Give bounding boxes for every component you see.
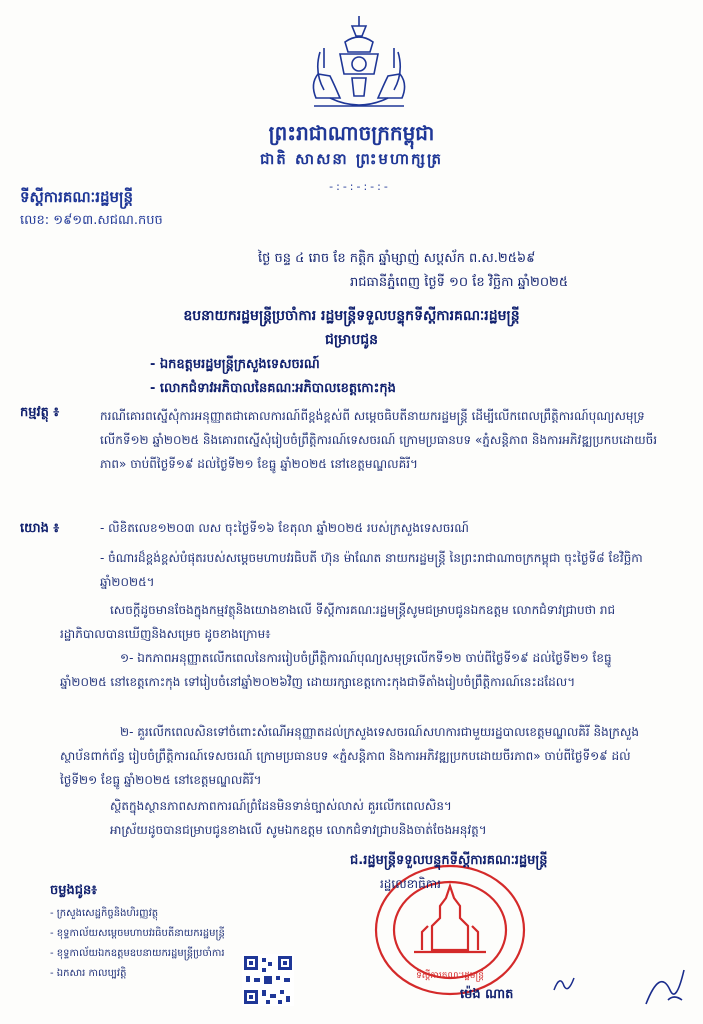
copy-to-item: - ខុទ្ទកាល័យសម្តេចមហាបវរធិបតីនាយករដ្ឋមន្ត្រី [50, 928, 225, 939]
body-paragraph: ១- ឯកភាពអនុញ្ញាតលើកពេលនៃការរៀបចំព្រឹត្តិការណ៍បុណ្យសមុទ្រលើកទី១២ ចាប់ពីថ្ងៃទី១៩ ដល់ថ្ងៃទី២១ ខែធ្នូ ឆ្នាំ២០២៥ នៅខេត្តកោះកុង ទៅរៀបចំនៅឆ្នាំ២០២៦វិញ ដោយរក្សាខេត្តកោះកុងជាទីតាំងរៀបចំព្រឹត្តិការណ៍នេះដដែល។ [60, 651, 612, 689]
closing-paragraph: អាស្រ័យដូចបានជម្រាបជូនខាងលើ សូមឯកឧត្តម លោកជំទាវជ្រាបនិងចាត់ចែងអនុវត្ត។ [110, 823, 487, 837]
lunar-date: ថ្ងៃ ចន្ទ ៤ រោច ខែ កត្តិក ឆ្នាំម្សាញ់ សប្តស័ក ព.ស.២៥៦៩ [258, 251, 536, 266]
initial-signature-icon [552, 972, 576, 996]
subject-label: កម្មវត្ថុ ៖ [20, 405, 60, 420]
copy-to-label: ចម្លងជូន៖ [50, 883, 97, 898]
reference-label: យោង ៖ [20, 521, 60, 536]
solar-date: រាជធានីភ្នំពេញ ថ្ងៃទី ១០ ខែ វិច្ឆិកា ឆ្នាំ២០២៥ [350, 275, 569, 290]
copy-to-item: - ឯកសារ កាលប្បវត្តិ [50, 968, 127, 979]
subject-text: ករណីគោរពស្នើសុំការអនុញ្ញាតជាគោលការណ៍ពីខ្ពង់ខ្ពស់ពី សម្តេចធិបតីនាយករដ្ឋមន្ត្រី ដើម្បីលើកពេលព្រឹត្តិការណ៍បុណ្យសមុទ្រលើកទី១២ ឆ្នាំ២០២៥ និងគោរពស្នើសុំរៀបចំព្រឹត្តិការណ៍ទេសចរណ៍ ក្រោមប្រធានបទ «ភ្នំសន្តិភាព និងការអភិវឌ្ឍប្រកបដោយចីរភាព» ចាប់ពីថ្ងៃទី១៩ ដល់ថ្ងៃទី២១ ខែធ្នូ ឆ្នាំ២០២៥ នៅខេត្តមណ្ឌលគិរី។ [100, 409, 658, 471]
signatory-subtitle: រដ្ឋលេខាធិការ [380, 877, 441, 891]
body-paragraph: សេចក្តីដូចមានចែងក្នុងកម្មវត្ថុនិងយោងខាងលើ ទីស្តីការគណៈរដ្ឋមន្ត្រីសូមជម្រាបជូនឯកឧត្តម លោកជំទាវជ្រាបថា រាជរដ្ឋាភិបាលបានឃើញនិងសម្រេច ដូចខាងក្រោម៖ [60, 603, 616, 641]
office-name: ទីស្តីការគណៈរដ្ឋមន្ត្រី [20, 188, 134, 206]
handwritten-mark-icon [640, 960, 690, 1010]
stamp-text: ទីស្តីការគណៈរដ្ឋមន្ត្រី [416, 971, 484, 981]
copy-to-list [50, 904, 225, 984]
copy-to-item: - ខុទ្ទកាល័យឯកឧត្តមឧបនាយករដ្ឋមន្ត្រីប្រចាំការ [50, 948, 225, 959]
copy-to-item: - ក្រសួងសេដ្ឋកិច្ចនិងហិរញ្ញវត្ថុ [50, 908, 159, 919]
national-motto: ជាតិ សាសនា ព្រះមហាក្សត្រ [260, 150, 443, 168]
royal-emblem-icon [300, 12, 418, 120]
reference-number: លេខ: ១៩១៣.សជណ.កបច [20, 213, 163, 228]
signatory-name: ម៉េង ណាត [460, 987, 514, 1002]
signatory-title: ជ.រដ្ឋមន្ត្រីទទួលបន្ទុកទីស្តីការគណៈរដ្ឋមន្ត្រី [350, 853, 548, 868]
recipient-line: - ឯកឧត្តមរដ្ឋមន្ត្រីក្រសួងទេសចរណ៍ [150, 357, 320, 372]
letter-title: ឧបនាយករដ្ឋមន្ត្រីប្រចាំការ រដ្ឋមន្ត្រីទទួលបន្ទុកទីស្តីការគណៈរដ្ឋមន្ត្រី [183, 308, 520, 324]
body-paragraph: ស្ថិតក្នុងស្ថានភាពសភាពការណ៍ព្រំដែនមិនទាន់ច្បាស់លាស់ គួរលើកពេលសិន។ [110, 799, 452, 813]
header-divider: -:-:-:-:- [329, 180, 391, 193]
kingdom-name: ព្រះរាជាណាចក្រកម្ពុជា [268, 121, 435, 145]
reference-item: - ចំណារដ៏ខ្ពង់ខ្ពស់បំផុតរបស់សម្តេចមហាបវរធិបតី ហ៊ុន ម៉ាណែត នាយករដ្ឋមន្ត្រី នៃព្រះរាជាណាចក្រកម្ពុជា ចុះថ្ងៃទី៨ ខែវិច្ឆិកា ឆ្នាំ២០២៥។ [100, 551, 643, 589]
letter-subtitle: ជម្រាបជូន [324, 332, 379, 348]
recipient-line: - លោកជំទាវអភិបាលនៃគណៈអភិបាលខេត្តកោះកុង [150, 381, 396, 396]
body-paragraph: ២- គួរលើកពេលសិនទៅចំពោះសំណើអនុញ្ញាតដល់ក្រសួងទេសចរណ៍សហការជាមួយរដ្ឋបាលខេត្តមណ្ឌលគិរី និងក្រសួង ស្ថាប័នពាក់ព័ន្ធ រៀបចំព្រឹត្តិការណ៍ទេសចរណ៍ ក្រោមប្រធានបទ «ភ្នំសន្តិភាព និងការអភិវឌ្ឍប្រកបដោយចីរភាព» ចាប់ពីថ្ងៃទី១៩ ដល់ថ្ងៃទី២១ ខែធ្នូ ឆ្នាំ២០២៥ នៅខេត្តមណ្ឌលគិរី។ [60, 725, 639, 787]
qr-code-icon [242, 954, 294, 1006]
reference-item: - លិខិតលេខ១២០៣ លស ចុះថ្ងៃទី១៦ ខែតុលា ឆ្នាំ២០២៥ របស់ក្រសួងទេសចរណ៍ [100, 521, 469, 535]
